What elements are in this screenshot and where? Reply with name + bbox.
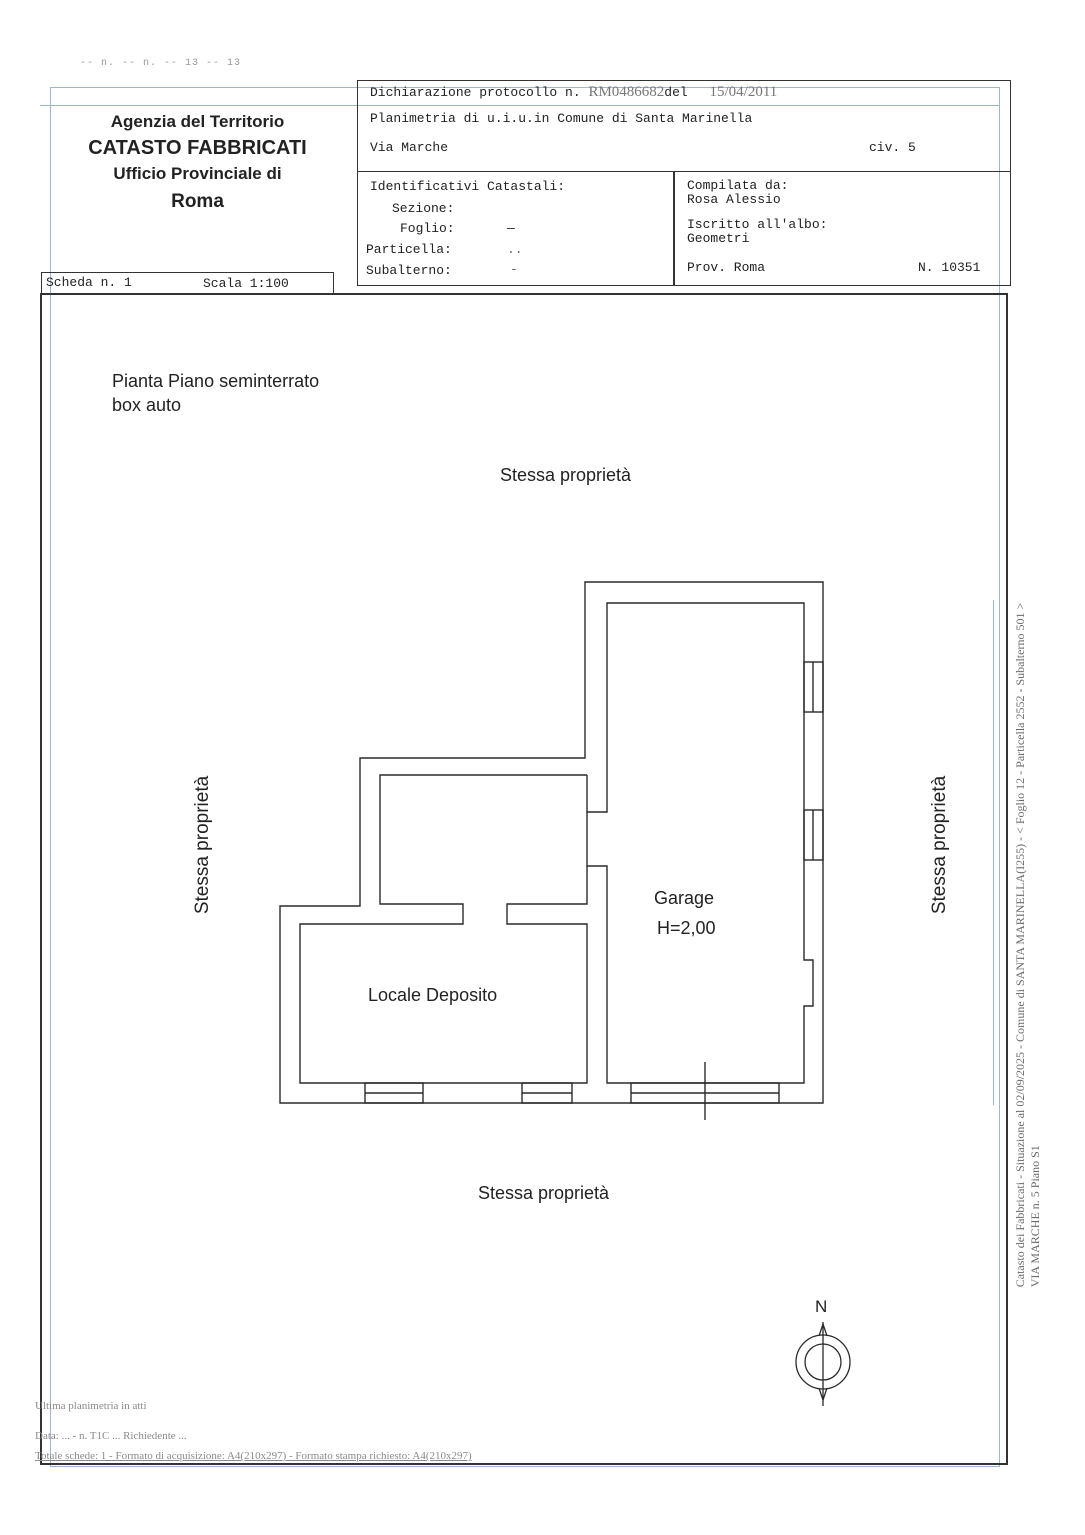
plan-title-line1: Pianta Piano seminterrato: [112, 371, 320, 391]
plan-title: [112, 369, 319, 417]
foglio-label: Foglio:: [400, 221, 455, 236]
outer-wall: [280, 582, 823, 1103]
foglio-value: —: [507, 221, 515, 236]
province-label: Prov. Roma: [687, 260, 766, 275]
side-note: [1013, 603, 1043, 1287]
footer-line2: Data: ... - n. T1C ... Richiedente ...: [35, 1430, 187, 1442]
city-label: Roma: [171, 190, 224, 212]
north-property-label: Stessa proprietà: [500, 465, 632, 485]
north-label: N: [815, 1297, 828, 1316]
south-property-label: Stessa proprietà: [478, 1183, 610, 1203]
albo-label: Iscritto all'albo:: [687, 217, 828, 232]
east-property-label: Stessa proprietà: [929, 775, 950, 915]
side-note-line2: VIA MARCHE n. 5 Piano S1: [1028, 1145, 1042, 1288]
frame-bottom-line: [50, 1466, 1000, 1467]
protocol-line: [370, 84, 777, 101]
garage-label: Garage: [654, 888, 715, 908]
catasto-title: CATASTO FABBRICATI: [88, 137, 307, 160]
particella-label: Particella:: [366, 242, 452, 257]
top-faint-line: -- n. -- n. -- 13 -- 13: [80, 58, 242, 69]
scale-label: Scala 1:100: [203, 276, 289, 291]
civic-number: civ. 5: [869, 140, 916, 155]
ufficio-label: Ufficio Provinciale di: [113, 164, 282, 184]
albo-value: Geometri: [687, 231, 750, 246]
street-line: Via Marche: [370, 140, 449, 155]
garage-inner-wall: [587, 603, 813, 1083]
protocol-del: del: [664, 85, 688, 100]
identificativi-title: Identificativi Catastali:: [370, 179, 566, 194]
west-property-label: Stessa proprietà: [192, 775, 213, 915]
plan-title-line2: box auto: [112, 395, 182, 415]
registration-number: N. 10351: [918, 260, 981, 275]
agency-name: Agenzia del Territorio: [110, 112, 285, 131]
protocol-date: 15/04/2011: [709, 84, 778, 100]
sezione-label: Sezione:: [392, 201, 455, 216]
deposito-label: Locale Deposito: [368, 985, 498, 1005]
agency-block: [60, 112, 335, 214]
north-compass-icon: [790, 1318, 856, 1410]
scheda-number: Scheda n. 1: [46, 275, 132, 290]
compilata-label: Compilata da:: [687, 178, 789, 193]
subalterno-label: Subalterno:: [366, 263, 452, 278]
side-note-line1: Catasto dei Fabbricati - Situazione al 02/09/2025 - Comune di SANTA MARINELLA(I255) - < Foglio 12 - Particella 2552 - Subalterno 501 >: [1013, 602, 1027, 1288]
footer-line3: Totale schede: 1 - Formato di acquisizione: A4(210x297) - Formato stampa richiesto: A4(210x297): [35, 1450, 472, 1462]
protocol-number: RM0486682: [588, 84, 665, 100]
protocol-label: Dichiarazione protocollo n.: [370, 85, 581, 100]
subalterno-value: -: [510, 262, 518, 277]
planimetria-line: Planimetria di u.i.u.in Comune di Santa Marinella: [370, 111, 753, 126]
particella-value: ..: [507, 242, 523, 257]
garage-height: H=2,00: [657, 918, 716, 938]
footer-line1: Ultima planimetria in atti: [35, 1400, 147, 1412]
corridor-wall: [300, 775, 587, 1083]
compilata-name: Rosa Alessio: [687, 192, 781, 207]
floor-plan: [270, 570, 840, 1130]
